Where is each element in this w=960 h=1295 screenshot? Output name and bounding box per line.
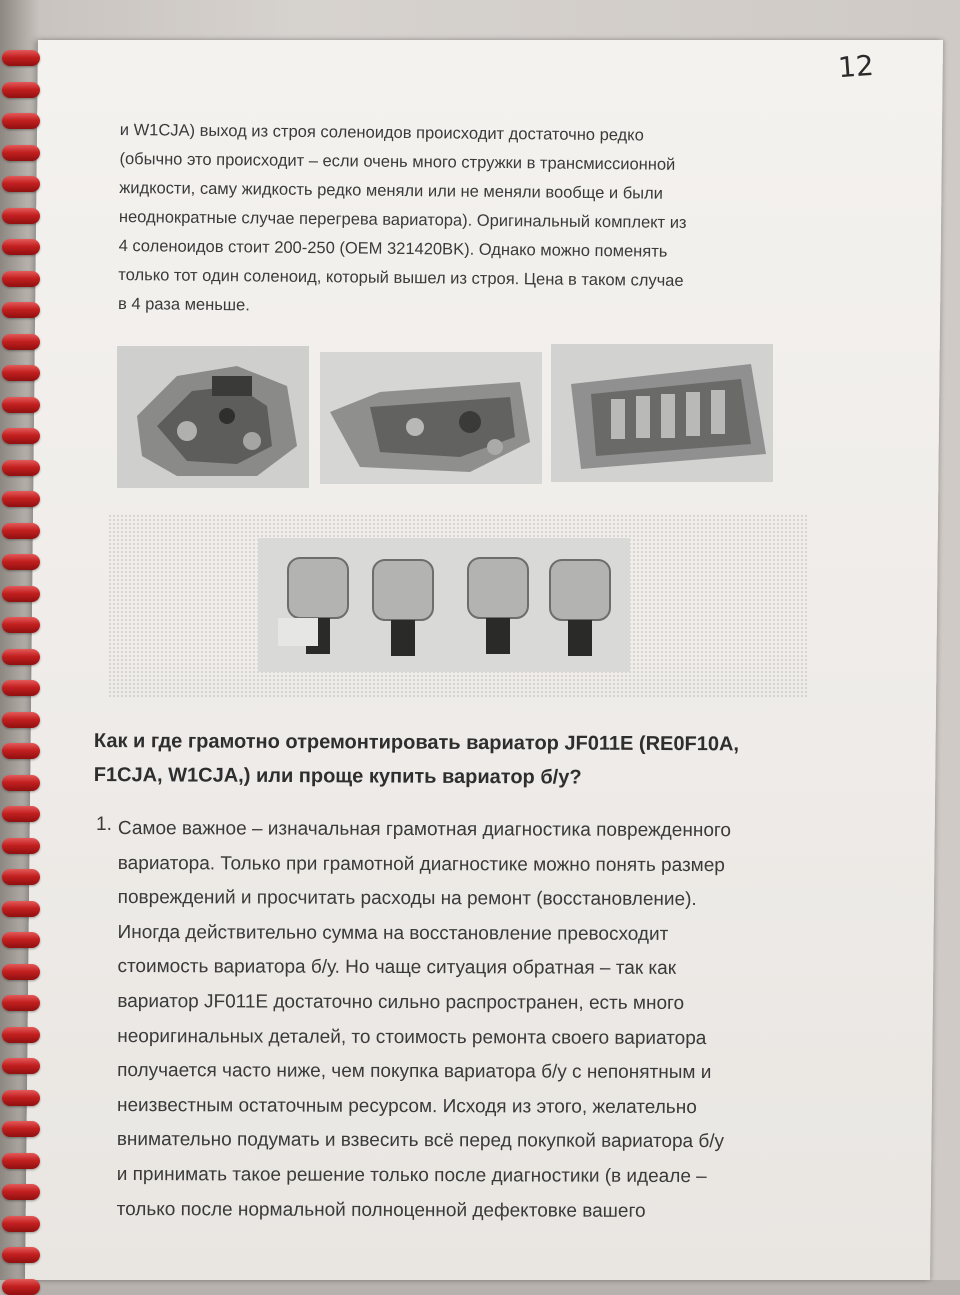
valve-body-photo-3 <box>551 344 773 482</box>
spiral-coil <box>2 995 40 1011</box>
spiral-coil <box>2 617 40 633</box>
solenoids-photo-image <box>258 538 630 672</box>
spiral-coil <box>2 460 40 476</box>
spiral-coil <box>2 901 40 917</box>
spiral-coil <box>2 1121 40 1137</box>
spiral-coil <box>2 1090 40 1106</box>
spiral-coil <box>2 1279 40 1295</box>
spiral-coil <box>2 1247 40 1263</box>
spiral-coil <box>2 302 40 318</box>
spiral-coil <box>2 806 40 822</box>
list-item-number: 1. <box>96 814 112 835</box>
valve-body-photo-2-image <box>320 352 542 484</box>
spiral-coil <box>2 586 40 602</box>
valve-body-photo-2 <box>320 352 542 484</box>
spiral-coil <box>2 523 40 539</box>
spiral-coil <box>2 869 40 885</box>
spiral-coil <box>2 775 40 791</box>
spiral-coil <box>2 554 40 570</box>
spiral-coil <box>2 397 40 413</box>
spiral-coil <box>2 365 40 381</box>
valve-body-photo-1-image <box>117 346 309 488</box>
spiral-coil <box>2 964 40 980</box>
spiral-coil <box>2 680 40 696</box>
spiral-coil <box>2 1153 40 1169</box>
section-heading: Как и где грамотно отремонтировать вариатор JF011E (RE0F10A, F1CJA, W1CJA,) или проще купить вариатор б/у? <box>93 729 740 789</box>
spiral-coil <box>2 82 40 98</box>
spiral-coil <box>2 239 40 255</box>
spiral-coil <box>2 1027 40 1043</box>
spiral-coil <box>2 334 40 350</box>
solenoids-photo <box>258 538 630 672</box>
spiral-coil <box>2 1184 40 1200</box>
spiral-coil <box>2 208 40 224</box>
spiral-coil <box>2 1216 40 1232</box>
valve-body-photo-3-image <box>551 344 773 482</box>
spiral-coil <box>2 491 40 507</box>
spiral-coil <box>2 113 40 129</box>
spiral-coil <box>2 428 40 444</box>
spiral-coil <box>2 145 40 161</box>
spiral-binding <box>0 40 44 1280</box>
spiral-coil <box>2 932 40 948</box>
spiral-coil <box>2 649 40 665</box>
spiral-coil <box>2 50 40 66</box>
spiral-coil <box>2 838 40 854</box>
valve-body-photo-1 <box>117 346 309 488</box>
spiral-coil <box>2 1058 40 1074</box>
spiral-coil <box>2 176 40 192</box>
page-number: 12 <box>836 48 875 85</box>
list-item-text: Самое важное – изначальная грамотная диагностика поврежденного вариатора. Только при грамотной диагностике можно понять размер повреждений и просчитать расходы на ремонт (восстановление). Иногда действительно сумма на восстановление превосходит стоимость вариатора б/у. Но чаще ситуация обратная – так как вариатор JF011E достаточно сильно распространен, есть много неоригинальных деталей, то стоимость ремонта своего вариатора получается часто ниже, чем покупка вариатора б/у с непонятным и неизвестным остаточным ресурсом. Исходя из этого, желательно внимательно подумать и взвесить всё перед покупкой вариатора б/у и принимать такое решение только после диагностики (в идеале – только после нормальной полноценной дефектовке вашего <box>116 817 732 1222</box>
top-paragraph: и W1CJA) выход из строя соленоидов происходит достаточно редко (обычно это происходит – если очень много стружки в трансмиссионной жидкости, саму жидкость редко меняли или не меняли вообще и были неоднократные случае перегрева вариатора). Оригинальный комплект из 4 соленоидов стоит 200-250 (OEM 321420BK). Однако можно поменять только тот один соленоид, который вышел из строя. Цена в таком случае в 4 раза меньше. <box>117 120 687 315</box>
spiral-coil <box>2 271 40 287</box>
spiral-coil <box>2 712 40 728</box>
spiral-coil <box>2 743 40 759</box>
